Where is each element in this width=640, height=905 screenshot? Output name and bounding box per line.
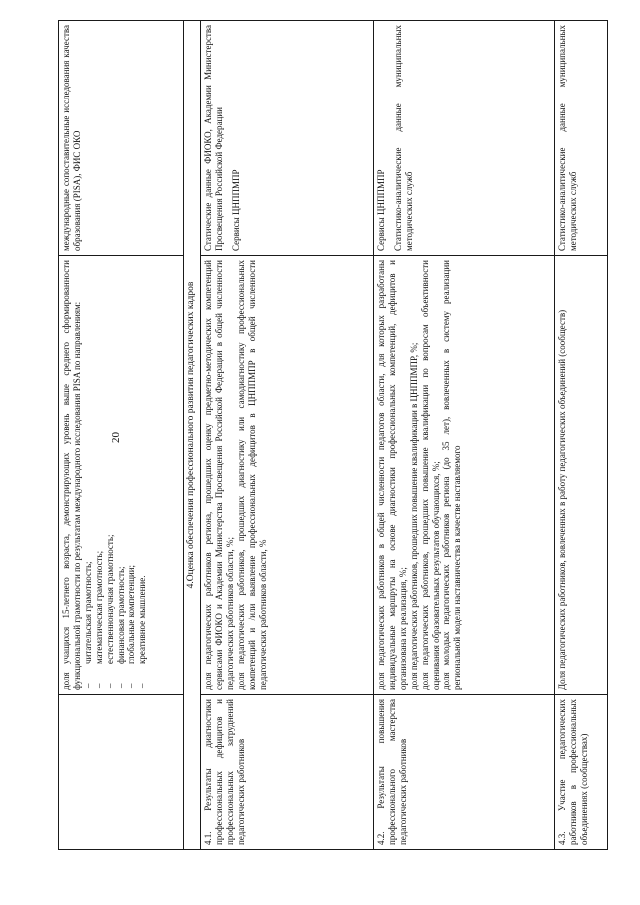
table-cell-indicators <box>59 256 184 695</box>
table-row <box>201 21 374 850</box>
table-cell-source <box>201 21 374 256</box>
indicator-text: доля педагогических работников в общей численности педагогов области, для которых разработаны индивидуальные маршруты на основе диагностики профессиональных компетенций, дефицитов и организована их реализация, %; <box>376 260 408 690</box>
indicator-text: доля педагогических работников, прошедших повышение квалификации по вопросам объективности оценивания образовательных результатов обучающихся, %; <box>419 260 441 690</box>
table-cell-criterion <box>374 695 555 850</box>
table-cell-source <box>555 21 608 256</box>
table-cell-indicators <box>555 256 608 695</box>
indicator-text: Доля педагогических работников, вовлеченных в работу педагогических объединений (сообществ) <box>557 309 567 690</box>
indicator-text: доля учащихся 15-летнего возраста, демонстрирующих уровень выше среднего сформированности функциональной грамотности по результатам международного исследования PISA по направлениям: <box>61 260 82 690</box>
table-cell-criterion <box>201 695 374 850</box>
list-item: – читательская грамотность; <box>83 260 94 690</box>
source-text: международные сопоставительные исследования качества образования (PISA), ФИС ОКО <box>61 25 82 251</box>
table-row-section <box>184 21 201 850</box>
indicator-text: доля педагогических работников региона, прошедших оценку предметно-методических компетенций сервисами ФИОКО и Академии Министерства Просвещения Российской Федерации в общей численности педагогических работников области, %; <box>203 260 235 690</box>
indicator-list <box>83 260 148 690</box>
list-item: – математическая грамотность; <box>94 260 105 690</box>
criterion-text: 4.2. Результаты повышения профессионального мастерства педагогических работников <box>376 699 408 845</box>
table-cell-indicators <box>201 256 374 695</box>
list-item: – финансовая грамотность; <box>116 260 127 690</box>
indicator-text: доля педагогических работников, прошедших диагностику или самодиагностику профессиональных компетенций и /или выявление профессиональных дефицитов в ЦНППМПР в общей численности педагогических работников области, % <box>235 260 268 690</box>
table-cell-source <box>59 21 184 256</box>
list-item: – креативное мышление. <box>137 260 148 690</box>
source-text: Статистико-аналитические данные муниципальных методических служб <box>392 25 414 251</box>
table-row <box>59 21 184 850</box>
table-cell-indicators <box>374 256 555 695</box>
criterion-text: 4.1. Результаты диагностики профессиональных дефицитов и профессиональных затруднений педагогических работников <box>203 699 246 845</box>
indicator-text: доля молодых педагогических работников региона (до 35 лет), вовлеченных в систему реализации региональной модели наставничества в качестве наставляемого <box>441 260 463 690</box>
rotated-table-container <box>58 25 589 850</box>
indicator-text: доля педагогических работников, прошедших повышение квалификации в ЦНППМПР, %; <box>408 342 419 690</box>
source-text: Статистико-аналитические данные муниципальных методических служб <box>557 25 578 251</box>
source-text: Сервисы ЦНППМПР <box>376 169 386 251</box>
table-row <box>555 21 608 850</box>
table-row <box>374 21 555 850</box>
list-item: – глобальные компетенции; <box>126 260 137 690</box>
list-item: – естественнонаучная грамотность; <box>105 260 116 690</box>
page-number: 20 <box>110 432 122 443</box>
table-cell-criterion <box>555 695 608 850</box>
source-text: Сервисы ЦНППМПР <box>230 169 241 251</box>
table-cell-source <box>374 21 555 256</box>
table-cell-empty <box>59 695 184 850</box>
criterion-text: 4.3. Участие педагогических работников в профессиональных объединениях (сообществах) <box>557 699 589 845</box>
indicators-table <box>58 20 608 850</box>
source-text: Статические данные ФИОКО, Академии Министерства Просвещения Российской Федерации <box>203 25 224 251</box>
section-heading: 4.Оценка обеспечения профессионального развития педагогических кадров <box>184 21 201 850</box>
